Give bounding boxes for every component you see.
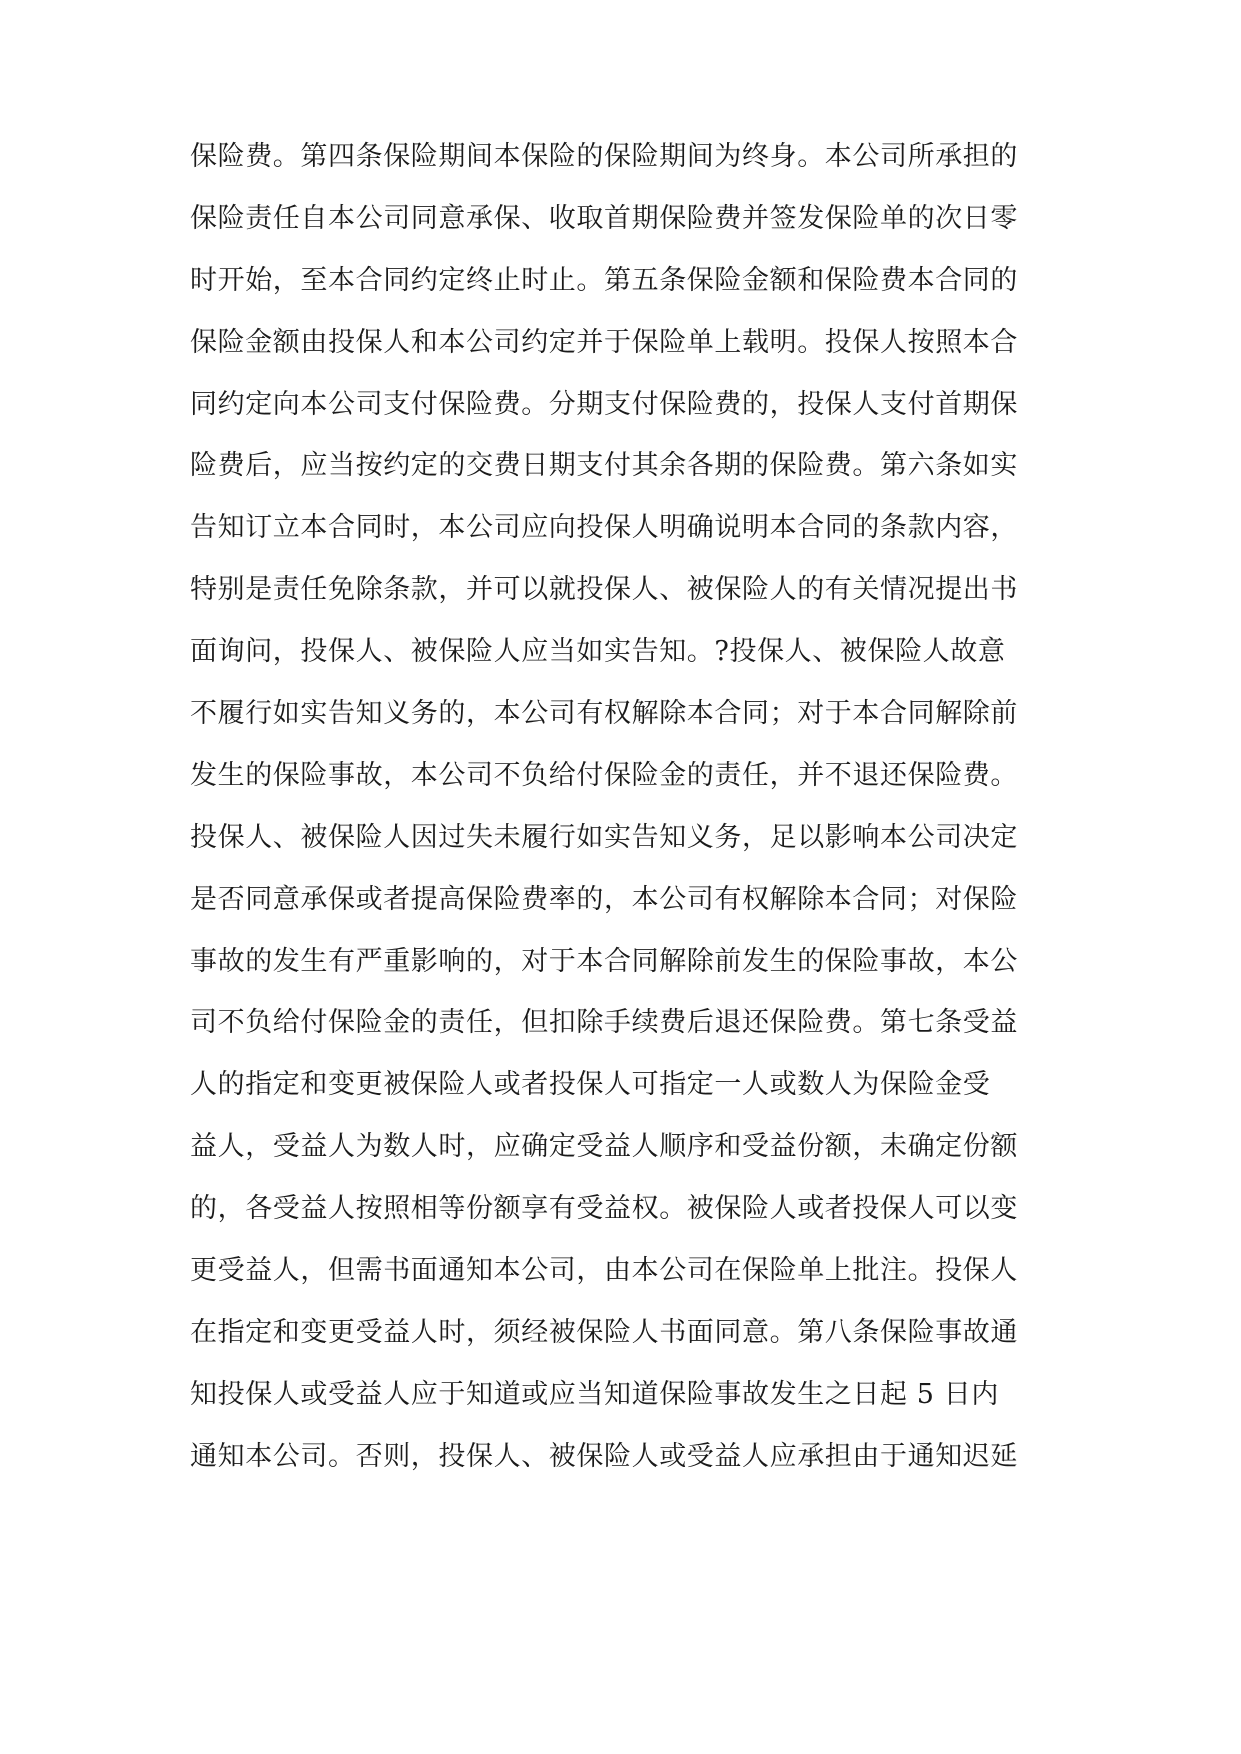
text-line: 司不负给付保险金的责任，但扣除手续费后退还保险费。第七条受益 bbox=[190, 1007, 1018, 1039]
text-line: 特别是责任免除条款，并可以就投保人、被保险人的有关情况提出书 bbox=[190, 574, 1018, 606]
document-body bbox=[190, 126, 1070, 1488]
text-line: 保险金额由投保人和本公司约定并于保险单上载明。投保人按照本合 bbox=[190, 326, 1018, 358]
text-line: 面询问，投保人、被保险人应当如实告知。?投保人、被保险人故意 bbox=[190, 636, 1006, 668]
text-line: 通知本公司。否则，投保人、被保险人或受益人应承担由于通知迟延 bbox=[190, 1440, 1018, 1472]
text-line: 保险责任自本公司同意承保、收取首期保险费并签发保险单的次日零 bbox=[190, 202, 1018, 234]
text-line: 人的指定和变更被保险人或者投保人可指定一人或数人为保险金受 bbox=[190, 1069, 991, 1101]
text-line: 更受益人，但需书面通知本公司，由本公司在保险单上批注。投保人 bbox=[190, 1255, 1018, 1287]
text-line: 是否同意承保或者提高保险费率的，本公司有权解除本合同；对保险 bbox=[190, 883, 1018, 915]
text-line: 在指定和变更受益人时，须经被保险人书面同意。第八条保险事故通 bbox=[190, 1316, 1018, 1348]
text-line: 的，各受益人按照相等份额享有受益权。被保险人或者投保人可以变 bbox=[190, 1193, 1018, 1225]
text-line: 发生的保险事故，本公司不负给付保险金的责任，并不退还保险费。 bbox=[190, 759, 1018, 791]
text-line: 知投保人或受益人应于知道或应当知道保险事故发生之日起 5 日内 bbox=[190, 1378, 999, 1410]
text-line: 告知订立本合同时，本公司应向投保人明确说明本合同的条款内容， bbox=[190, 512, 1018, 544]
text-line: 保险费。第四条保险期间本保险的保险期间为终身。本公司所承担的 bbox=[190, 141, 1018, 172]
text-line: 时开始，至本合同约定终止时止。第五条保险金额和保险费本合同的 bbox=[190, 264, 1018, 296]
text-line: 益人，受益人为数人时，应确定受益人顺序和受益份额，未确定份额 bbox=[190, 1131, 1018, 1163]
text-line: 事故的发生有严重影响的，对于本合同解除前发生的保险事故，本公 bbox=[190, 945, 1018, 977]
text-line: 险费后，应当按约定的交费日期支付其余各期的保险费。第六条如实 bbox=[190, 450, 1018, 482]
text-line: 投保人、被保险人因过失未履行如实告知义务，足以影响本公司决定 bbox=[190, 821, 1018, 853]
text-line: 不履行如实告知义务的，本公司有权解除本合同；对于本合同解除前 bbox=[190, 698, 1018, 730]
text-line: 同约定向本公司支付保险费。分期支付保险费的，投保人支付首期保 bbox=[190, 388, 1018, 420]
